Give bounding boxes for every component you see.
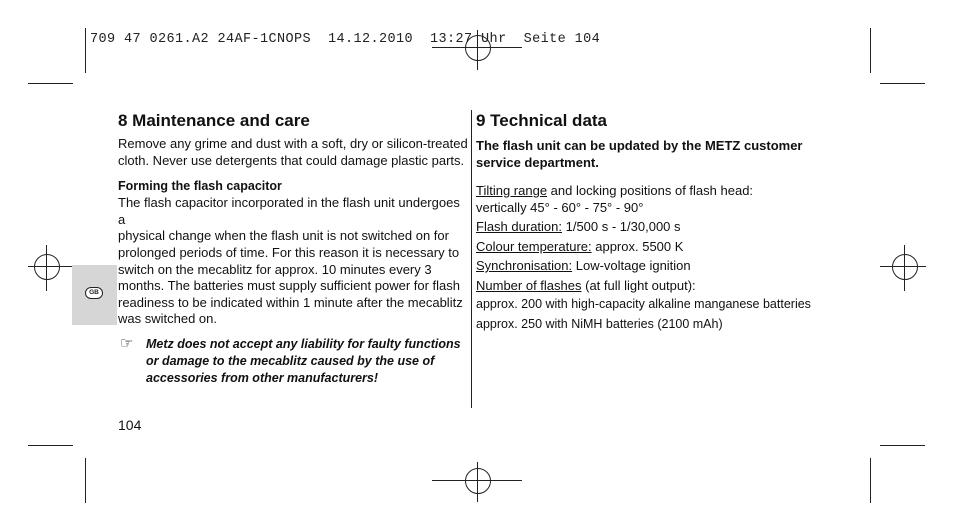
language-badge: GB [85,287,103,299]
note-line: accessories from other manufacturers! [146,370,379,385]
spec-flash-count: approx. 250 with NiMH batteries (2100 mAh) [476,316,723,331]
page-number: 104 [118,417,142,433]
sub-heading: Forming the flash capacitor [118,179,282,194]
crop-mark [870,458,871,503]
spec-value: (at full light output): [581,277,696,293]
crop-mark [870,28,871,73]
technical-section [476,111,836,334]
crop-mark [880,83,925,84]
maintenance-heading: 8 Maintenance and care [118,111,310,130]
text-line: Remove any grime and dust with a soft, dry or silicon-treated [118,136,468,151]
language-tab [72,265,117,325]
spec-flash-count: approx. 200 with high-capacity alkaline manganese batteries [476,297,811,311]
text-line: physical change when the flash unit is not switched on for [118,228,449,244]
spec-colour-temperature [476,237,836,257]
spec-tilting-values: vertically 45° - 60° - 75° - 90° [476,199,644,215]
registration-circle [892,254,918,280]
note-line: Metz does not accept any liability for faulty functions [146,336,461,351]
note-line: or damage to the mecablitz caused by the use of [146,353,435,368]
spec-value: Low-voltage ignition [572,258,691,273]
technical-heading: 9 Technical data [476,111,608,130]
maintenance-section [118,111,468,387]
crop-mark [85,458,86,503]
spec-label: Colour temperature: [476,238,592,254]
spec-label: Tilting range [476,183,548,198]
spec-label: Flash duration: [476,219,562,234]
spec-number-of-flashes [476,276,836,296]
text-line: switch on the mecablitz for approx. 10 minutes every 3 [118,261,432,277]
spec-flash-duration [476,217,836,237]
spec-value: approx. 5500 K [591,238,684,254]
text-line: prolonged periods of time. For this reason it is necessary to [118,244,460,260]
crop-mark [28,445,73,446]
text-line: was switched on. [118,311,217,327]
spec-synchronisation [476,256,836,276]
update-note-line: The flash unit can be updated by the METZ customer [476,138,803,153]
registration-circle [34,254,60,280]
liability-note [118,336,468,387]
text-line: months. The batteries must supply sufficient power for flash [118,278,461,294]
text-line: The flash capacitor incorporated in the flash unit undergoes a [118,195,460,227]
crop-mark [880,445,925,446]
text-line: readiness to be indicated within 1 minute after the mecablitz [118,294,463,310]
update-note-line: service department. [476,155,599,170]
spec-value: and locking positions of flash head: [547,183,754,198]
crop-mark [85,28,86,73]
pointing-hand-icon: ☞ [120,334,134,352]
crop-mark [28,83,73,84]
print-info-header: 709 47 0261.A2 24AF-1CNOPS 14.12.2010 13:27 Uhr Seite 104 [90,32,601,47]
spec-label: Number of flashes [476,277,582,293]
column-divider [471,110,472,408]
text-line: cloth. Never use detergents that could damage plastic parts. [118,152,465,168]
registration-circle [465,468,491,494]
spec-label: Synchronisation: [476,258,573,273]
spec-value: 1/500 s - 1/30,000 s [562,219,681,234]
